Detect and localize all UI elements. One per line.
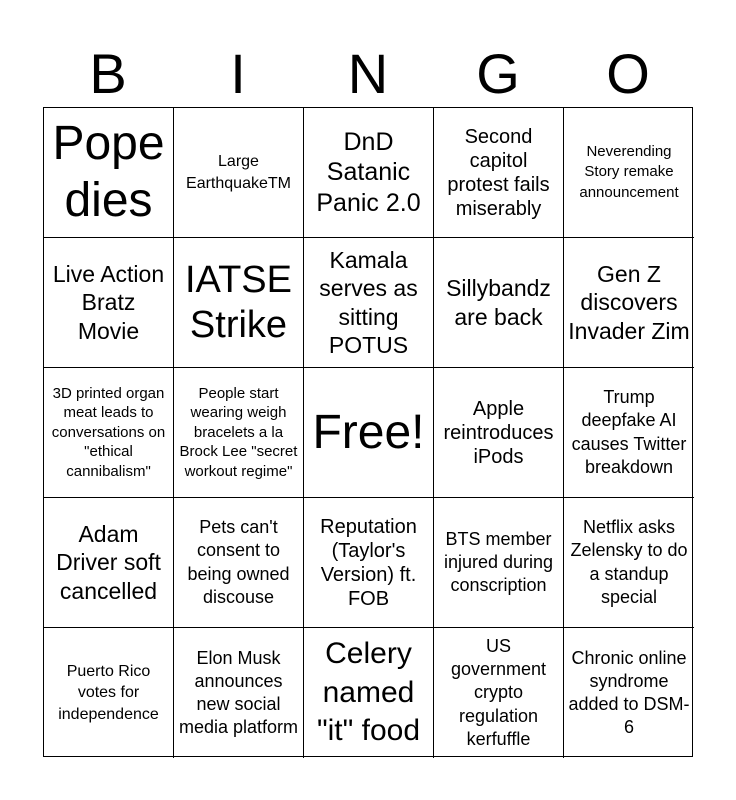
- cell-text: Adam Driver soft cancelled: [56, 521, 161, 604]
- bingo-cell[interactable]: [434, 628, 564, 758]
- bingo-cell[interactable]: [564, 108, 694, 238]
- cell-text: Pope dies: [52, 116, 165, 227]
- bingo-cell[interactable]: [44, 498, 174, 628]
- bingo-cell[interactable]: [304, 238, 434, 368]
- cell-text: Sillybandz are back: [446, 275, 551, 330]
- header-letter-i: I: [230, 42, 246, 105]
- bingo-cell[interactable]: [564, 368, 694, 498]
- cell-text: Reputation (Taylor's Version) ft. FOB: [320, 515, 417, 610]
- bingo-cell[interactable]: [564, 498, 694, 628]
- bingo-cell[interactable]: [44, 368, 174, 498]
- cell-text: Kamala serves as sitting POTUS: [319, 247, 418, 358]
- bingo-cell[interactable]: [174, 238, 304, 368]
- cell-text: US government crypto regulation kerfuffle: [450, 636, 547, 749]
- cell-text: Celery named "it" food: [316, 637, 421, 748]
- bingo-cell[interactable]: [174, 108, 304, 238]
- cell-text: Live Action Bratz Movie: [52, 261, 165, 344]
- free-space-text: Free!: [312, 406, 425, 459]
- cell-text: People start wearing weigh bracelets a la Brock Lee "secret workout regime": [179, 384, 298, 480]
- cell-text: Netflix asks Zelensky to do a standup special: [570, 517, 688, 607]
- bingo-cell[interactable]: [434, 498, 564, 628]
- cell-text: DnD Satanic Panic 2.0: [316, 127, 421, 217]
- bingo-cell[interactable]: [434, 238, 564, 368]
- cell-text: Puerto Rico votes for independence: [58, 663, 159, 723]
- cell-text: 3D printed organ meat leads to conversations on "ethical cannibalism": [51, 384, 166, 480]
- cell-text: IATSE Strike: [185, 258, 292, 346]
- cell-text: Apple reintroduces iPods: [443, 397, 554, 468]
- bingo-cell[interactable]: [44, 108, 174, 238]
- bingo-cell[interactable]: [44, 628, 174, 758]
- bingo-header: [43, 40, 693, 108]
- bingo-grid: [43, 107, 693, 757]
- bingo-cell[interactable]: [564, 628, 694, 758]
- cell-text: Large EarthquakeTM: [186, 153, 291, 192]
- bingo-cell[interactable]: [304, 628, 434, 758]
- cell-text: Gen Z discovers Invader Zim: [568, 261, 690, 344]
- header-letter-o: O: [606, 42, 650, 105]
- bingo-cell[interactable]: [174, 628, 304, 758]
- bingo-cell[interactable]: [174, 498, 304, 628]
- bingo-cell[interactable]: [174, 368, 304, 498]
- cell-text: Neverending Story remake announcement: [579, 143, 679, 201]
- header-letter-n: N: [347, 42, 389, 105]
- cell-text: Second capitol protest fails miserably: [447, 125, 550, 220]
- cell-text: Pets can't consent to being owned discouse: [187, 517, 290, 607]
- free-space-cell[interactable]: [304, 368, 434, 498]
- header-letter-g: G: [476, 42, 520, 105]
- cell-text: Chronic online syndrome added to DSM-6: [568, 647, 690, 738]
- bingo-cell[interactable]: [434, 368, 564, 498]
- header-letter-b: B: [89, 42, 127, 105]
- cell-text: Trump deepfake AI causes Twitter breakdown: [571, 387, 687, 477]
- bingo-cell[interactable]: [434, 108, 564, 238]
- bingo-cell[interactable]: [304, 108, 434, 238]
- bingo-cell[interactable]: [564, 238, 694, 368]
- cell-text: BTS member injured during conscription: [443, 528, 554, 596]
- bingo-cell[interactable]: [304, 498, 434, 628]
- bingo-cell[interactable]: [44, 238, 174, 368]
- cell-text: Elon Musk announces new social media platform: [178, 647, 299, 738]
